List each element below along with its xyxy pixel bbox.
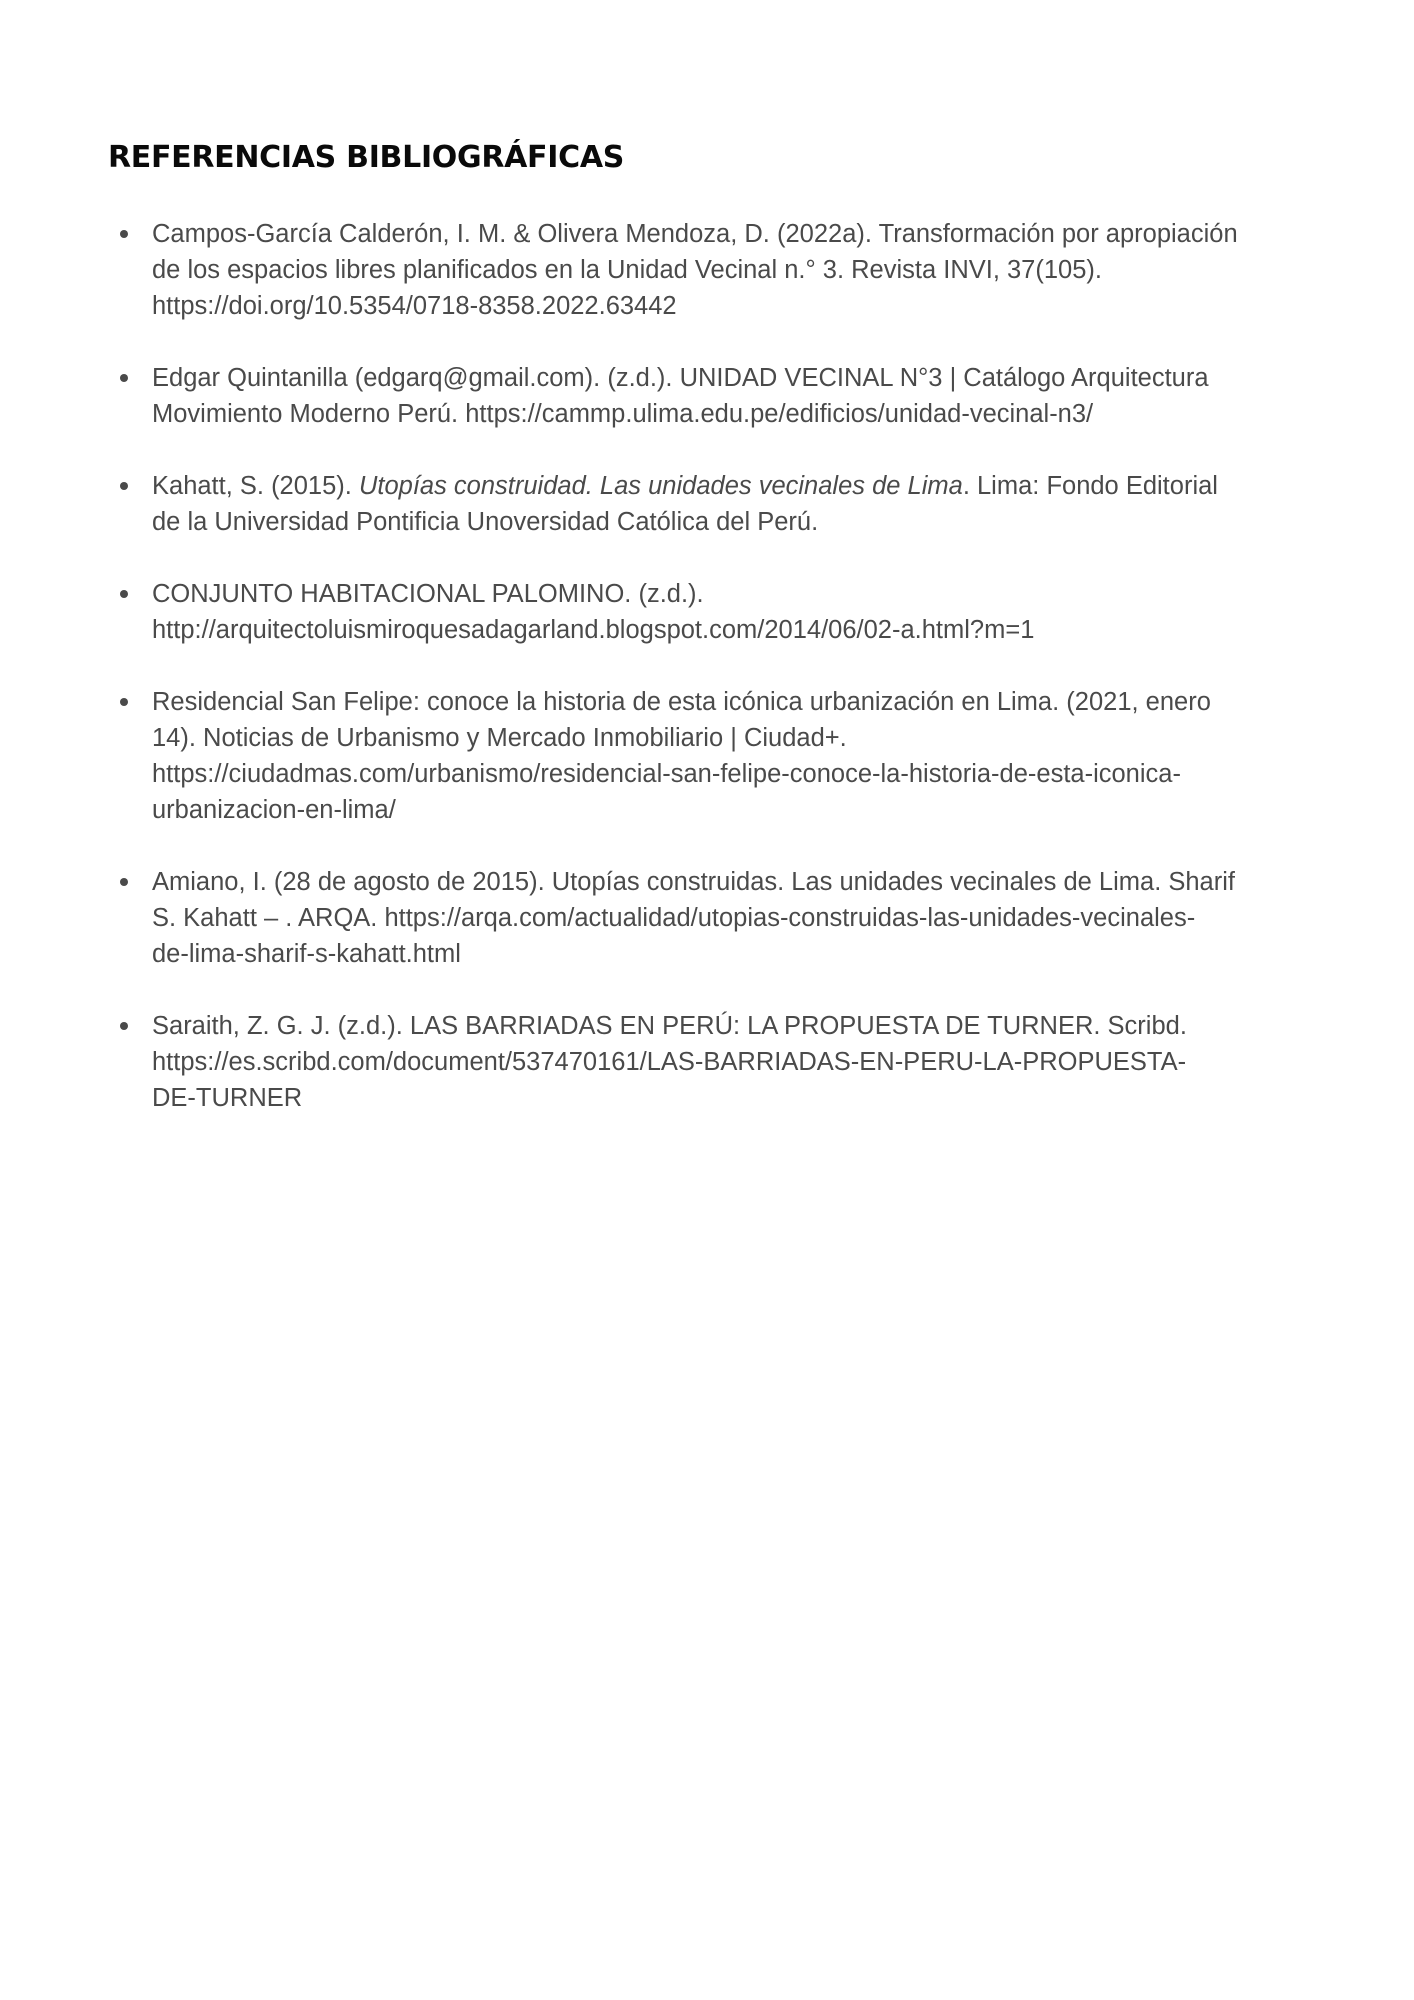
reference-item bbox=[108, 1008, 1278, 1116]
reference-line: DE-TURNER bbox=[152, 1084, 303, 1112]
reference-line: http://arquitectoluismiroquesadagarland.blogspot.com/2014/06/02-a.html?m=1 bbox=[152, 616, 1035, 644]
reference-text: . Lima: Fondo Editorial bbox=[962, 472, 1218, 500]
reference-line: Movimiento Moderno Perú. https://cammp.ulima.edu.pe/edificios/unidad-vecinal-n3/ bbox=[152, 400, 1094, 428]
bullet-icon bbox=[120, 590, 128, 598]
reference-line: https://doi.org/10.5354/0718-8358.2022.63442 bbox=[152, 292, 677, 320]
reference-list bbox=[108, 216, 1278, 1152]
bullet-icon bbox=[120, 1022, 128, 1030]
reference-item bbox=[108, 360, 1278, 432]
reference-line: 14). Noticias de Urbanismo y Mercado Inmobiliario | Ciudad+. bbox=[152, 724, 847, 752]
reference-item bbox=[108, 576, 1278, 648]
bullet-icon bbox=[120, 230, 128, 238]
reference-item bbox=[108, 864, 1278, 972]
reference-line: de-lima-sharif-s-kahatt.html bbox=[152, 940, 461, 968]
book-title: Utopías construidad. Las unidades vecinales de Lima bbox=[358, 472, 963, 500]
reference-line: Saraith, Z. G. J. (z.d.). LAS BARRIADAS EN PERÚ: LA PROPUESTA DE TURNER. Scribd. bbox=[152, 1012, 1187, 1040]
reference-line: Edgar Quintanilla (edgarq@gmail.com). (z.d.). UNIDAD VECINAL N°3 | Catálogo Arquitectura bbox=[152, 364, 1209, 392]
bullet-icon bbox=[120, 374, 128, 382]
bullet-icon bbox=[120, 698, 128, 706]
bullet-icon bbox=[120, 878, 128, 886]
reference-item bbox=[108, 468, 1278, 540]
reference-item bbox=[108, 216, 1278, 324]
reference-line: urbanizacion-en-lima/ bbox=[152, 796, 396, 824]
reference-line: S. Kahatt – . ARQA. https://arqa.com/actualidad/utopias-construidas-las-unidades-vecinales- bbox=[152, 904, 1196, 932]
bullet-icon bbox=[120, 482, 128, 490]
reference-text: Kahatt, S. (2015). bbox=[152, 472, 359, 500]
reference-line bbox=[152, 468, 1278, 504]
reference-line: de los espacios libres planificados en la Unidad Vecinal n.° 3. Revista INVI, 37(105). bbox=[152, 256, 1102, 284]
page-title: REFERENCIAS BIBLIOGRÁFICAS bbox=[108, 140, 625, 175]
reference-line: CONJUNTO HABITACIONAL PALOMINO. (z.d.). bbox=[152, 580, 704, 608]
reference-line: https://es.scribd.com/document/537470161/LAS-BARRIADAS-EN-PERU-LA-PROPUESTA- bbox=[152, 1048, 1187, 1076]
reference-line: Amiano, I. (28 de agosto de 2015). Utopías construidas. Las unidades vecinales de Lima. Sharif bbox=[152, 868, 1235, 896]
reference-line: Residencial San Felipe: conoce la historia de esta icónica urbanización en Lima. (2021, enero bbox=[152, 688, 1211, 716]
reference-item bbox=[108, 684, 1278, 828]
reference-line: Campos-García Calderón, I. M. & Olivera Mendoza, D. (2022a). Transformación por apropiación bbox=[152, 220, 1238, 248]
reference-line: https://ciudadmas.com/urbanismo/residencial-san-felipe-conoce-la-historia-de-esta-iconica- bbox=[152, 760, 1181, 788]
reference-line: de la Universidad Pontificia Unoversidad Católica del Perú. bbox=[152, 508, 819, 536]
